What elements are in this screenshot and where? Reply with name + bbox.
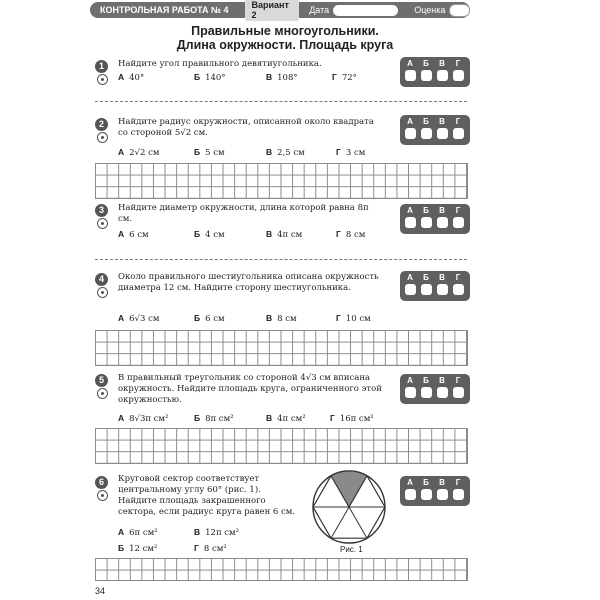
option-value: 4π см bbox=[277, 230, 303, 240]
answer-letter: В bbox=[439, 376, 445, 385]
task-number: 4 bbox=[95, 273, 108, 286]
answer-cell[interactable] bbox=[437, 128, 448, 139]
answer-box bbox=[400, 204, 470, 234]
option-letter: Б bbox=[194, 313, 201, 323]
task-text: Найдите угол правильного девятиугольника. bbox=[118, 59, 322, 69]
answer-letter: А bbox=[407, 273, 413, 282]
option-letter: Б bbox=[194, 413, 201, 423]
option-letter: Б bbox=[194, 229, 201, 239]
option-value: 6 см bbox=[129, 230, 149, 240]
option-letter: В bbox=[266, 147, 273, 157]
task-marker-icon bbox=[97, 490, 108, 501]
option-value: 16π см² bbox=[339, 414, 374, 424]
answer-cell[interactable] bbox=[405, 489, 416, 500]
task-number: 1 bbox=[95, 60, 108, 73]
answer-letter: Г bbox=[455, 478, 461, 487]
option-value: 8π см² bbox=[205, 414, 234, 424]
answer-letter: Б bbox=[423, 117, 429, 126]
option-b[interactable] bbox=[118, 543, 157, 554]
option-letter: А bbox=[118, 72, 125, 82]
shaded-sector bbox=[331, 471, 367, 507]
option-letter: В bbox=[266, 72, 273, 82]
date-field[interactable] bbox=[333, 5, 398, 16]
answer-letter: В bbox=[439, 59, 445, 68]
answer-letter: Б bbox=[423, 59, 429, 68]
answer-letter: Г bbox=[455, 59, 461, 68]
answer-letter: Г bbox=[455, 206, 461, 215]
answer-letter: Г bbox=[455, 273, 461, 282]
answer-cell[interactable] bbox=[405, 284, 416, 295]
divider bbox=[95, 259, 467, 260]
answer-box bbox=[400, 115, 470, 145]
task-text: Около правильного шестиугольника описана окружность диаметра 12 см. Найдите сторону шестиугольника. bbox=[118, 272, 379, 293]
work-grid[interactable] bbox=[95, 428, 468, 464]
option-letter: А bbox=[118, 147, 125, 157]
task-number: 2 bbox=[95, 118, 108, 131]
option-value: 12 см² bbox=[129, 544, 158, 554]
answer-cell[interactable] bbox=[453, 217, 464, 228]
hexagon-circle-figure bbox=[305, 468, 393, 546]
answer-cell[interactable] bbox=[421, 70, 432, 81]
task-number: 5 bbox=[95, 374, 108, 387]
option-letter: Г bbox=[336, 313, 341, 323]
answer-cell[interactable] bbox=[453, 284, 464, 295]
answer-letter: Г bbox=[455, 376, 461, 385]
work-grid[interactable] bbox=[95, 163, 468, 199]
option-value: 2,5 см bbox=[277, 148, 305, 158]
option-v[interactable] bbox=[266, 229, 302, 240]
task-number: 6 bbox=[95, 476, 108, 489]
option-letter: Б bbox=[194, 147, 201, 157]
answer-cell[interactable] bbox=[453, 489, 464, 500]
answer-letter: Б bbox=[423, 273, 429, 282]
answer-cell[interactable] bbox=[405, 128, 416, 139]
option-value: 40° bbox=[129, 73, 145, 83]
task-text: Круговой сектор соответствует центральному углу 60° (рис. 1). Найдите площадь закрашенного сектора, если радиус круга равен 6 см. bbox=[118, 474, 296, 517]
option-value: 5 см bbox=[205, 148, 225, 158]
option-letter: А bbox=[118, 313, 125, 323]
answer-letter: Г bbox=[455, 117, 461, 126]
answer-letter: В bbox=[439, 478, 445, 487]
option-letter: В bbox=[266, 413, 273, 423]
option-g[interactable] bbox=[336, 313, 371, 324]
option-value: 72° bbox=[341, 73, 357, 83]
work-grid[interactable] bbox=[95, 558, 468, 581]
variant-label: Вариант 2 bbox=[245, 0, 299, 21]
task-marker-icon bbox=[97, 388, 108, 399]
task-text: Найдите диаметр окружности, длина которой равна 8π см. bbox=[118, 203, 369, 224]
option-a[interactable] bbox=[118, 72, 144, 83]
option-value: 6 см bbox=[205, 314, 225, 324]
task-marker-icon bbox=[97, 218, 108, 229]
option-a[interactable] bbox=[118, 413, 168, 424]
answer-cell[interactable] bbox=[421, 387, 432, 398]
option-g[interactable] bbox=[336, 229, 365, 240]
option-letter: Г bbox=[332, 72, 337, 82]
header-bar bbox=[90, 2, 470, 18]
option-value: 8√3π см² bbox=[129, 414, 169, 424]
option-b[interactable] bbox=[194, 229, 225, 240]
option-letter: Г bbox=[330, 413, 335, 423]
date-label: Дата bbox=[309, 5, 330, 15]
answer-cell[interactable] bbox=[453, 128, 464, 139]
answer-letter: А bbox=[407, 117, 413, 126]
option-value: 140° bbox=[205, 73, 226, 83]
answer-cell[interactable] bbox=[437, 284, 448, 295]
option-v[interactable] bbox=[266, 413, 306, 424]
answer-cell[interactable] bbox=[437, 489, 448, 500]
answer-letter: Б bbox=[423, 206, 429, 215]
answer-cell[interactable] bbox=[453, 387, 464, 398]
option-g[interactable] bbox=[336, 147, 365, 158]
answer-cell[interactable] bbox=[421, 489, 432, 500]
option-letter: Г bbox=[336, 147, 341, 157]
option-value: 8 см² bbox=[203, 544, 227, 554]
answer-letter: В bbox=[439, 117, 445, 126]
option-value: 6√3 см bbox=[129, 314, 160, 324]
page-title-line2: Длина окружности. Площадь круга bbox=[176, 38, 394, 52]
option-g[interactable] bbox=[332, 72, 357, 83]
option-v[interactable] bbox=[266, 313, 297, 324]
option-letter: В bbox=[194, 527, 201, 537]
answer-cell[interactable] bbox=[421, 217, 432, 228]
option-letter: В bbox=[266, 229, 273, 239]
figure-caption: Рис. 1 bbox=[340, 545, 363, 554]
option-value: 12π см² bbox=[205, 528, 240, 538]
option-value: 8 см bbox=[277, 314, 297, 324]
option-letter: В bbox=[266, 313, 273, 323]
answer-letter: А bbox=[407, 59, 413, 68]
task-marker-icon bbox=[97, 74, 108, 85]
task-text: Найдите радиус окружности, описанной около квадрата со стороной 5√2 см. bbox=[118, 117, 374, 138]
page-number: 34 bbox=[95, 586, 106, 596]
option-a[interactable] bbox=[118, 229, 149, 240]
grade-field[interactable] bbox=[449, 4, 470, 17]
test-title: КОНТРОЛЬНАЯ РАБОТА № 4 bbox=[100, 5, 229, 15]
option-value: 10 см bbox=[345, 314, 371, 324]
answer-cell[interactable] bbox=[405, 70, 416, 81]
option-value: 2√2 см bbox=[129, 148, 160, 158]
answer-box bbox=[400, 271, 470, 301]
option-value: 4π см² bbox=[277, 414, 306, 424]
answer-box bbox=[400, 374, 470, 404]
answer-letter: В bbox=[439, 206, 445, 215]
option-letter: Г bbox=[194, 543, 199, 553]
answer-cell[interactable] bbox=[437, 70, 448, 81]
option-a[interactable] bbox=[118, 527, 158, 538]
option-value: 108° bbox=[277, 73, 298, 83]
answer-letter: А bbox=[407, 478, 413, 487]
option-b[interactable] bbox=[194, 413, 234, 424]
option-letter: А bbox=[118, 229, 125, 239]
answer-cell[interactable] bbox=[405, 387, 416, 398]
option-b[interactable] bbox=[194, 313, 225, 324]
answer-cell[interactable] bbox=[421, 128, 432, 139]
answer-letter: Б bbox=[423, 478, 429, 487]
option-letter: Б bbox=[118, 543, 125, 553]
answer-cell[interactable] bbox=[421, 284, 432, 295]
option-value: 4 см bbox=[205, 230, 225, 240]
answer-cell[interactable] bbox=[453, 70, 464, 81]
option-letter: Б bbox=[194, 72, 201, 82]
task-marker-icon bbox=[97, 287, 108, 298]
answer-cell[interactable] bbox=[437, 217, 448, 228]
option-v[interactable] bbox=[266, 147, 305, 158]
option-v[interactable] bbox=[266, 72, 298, 83]
option-b[interactable] bbox=[194, 147, 225, 158]
divider bbox=[95, 101, 467, 102]
option-a[interactable] bbox=[118, 313, 159, 324]
answer-box bbox=[400, 57, 470, 87]
option-letter: А bbox=[118, 413, 125, 423]
task-number: 3 bbox=[95, 204, 108, 217]
page-title-line1: Правильные многоугольники. bbox=[191, 24, 379, 38]
option-g[interactable] bbox=[194, 543, 227, 554]
answer-box bbox=[400, 476, 470, 506]
option-value: 6π см² bbox=[129, 528, 158, 538]
option-value: 8 см bbox=[345, 230, 366, 240]
answer-letter: В bbox=[439, 273, 445, 282]
answer-cell[interactable] bbox=[437, 387, 448, 398]
answer-cell[interactable] bbox=[405, 217, 416, 228]
task-text: В правильный треугольник со стороной 4√3 см вписана окружность. Найдите площадь круга, ограниченного этой окружностью. bbox=[118, 373, 382, 405]
answer-letter: А bbox=[407, 206, 413, 215]
grade-label: Оценка bbox=[414, 5, 446, 15]
option-b[interactable] bbox=[194, 72, 226, 83]
option-g[interactable] bbox=[330, 413, 374, 424]
option-letter: А bbox=[118, 527, 125, 537]
task-marker-icon bbox=[97, 132, 108, 143]
option-a[interactable] bbox=[118, 147, 159, 158]
option-v[interactable] bbox=[194, 527, 239, 538]
answer-letter: А bbox=[407, 376, 413, 385]
answer-letter: Б bbox=[423, 376, 429, 385]
option-value: 3 см bbox=[345, 148, 366, 158]
option-letter: Г bbox=[336, 229, 341, 239]
work-grid[interactable] bbox=[95, 330, 468, 366]
